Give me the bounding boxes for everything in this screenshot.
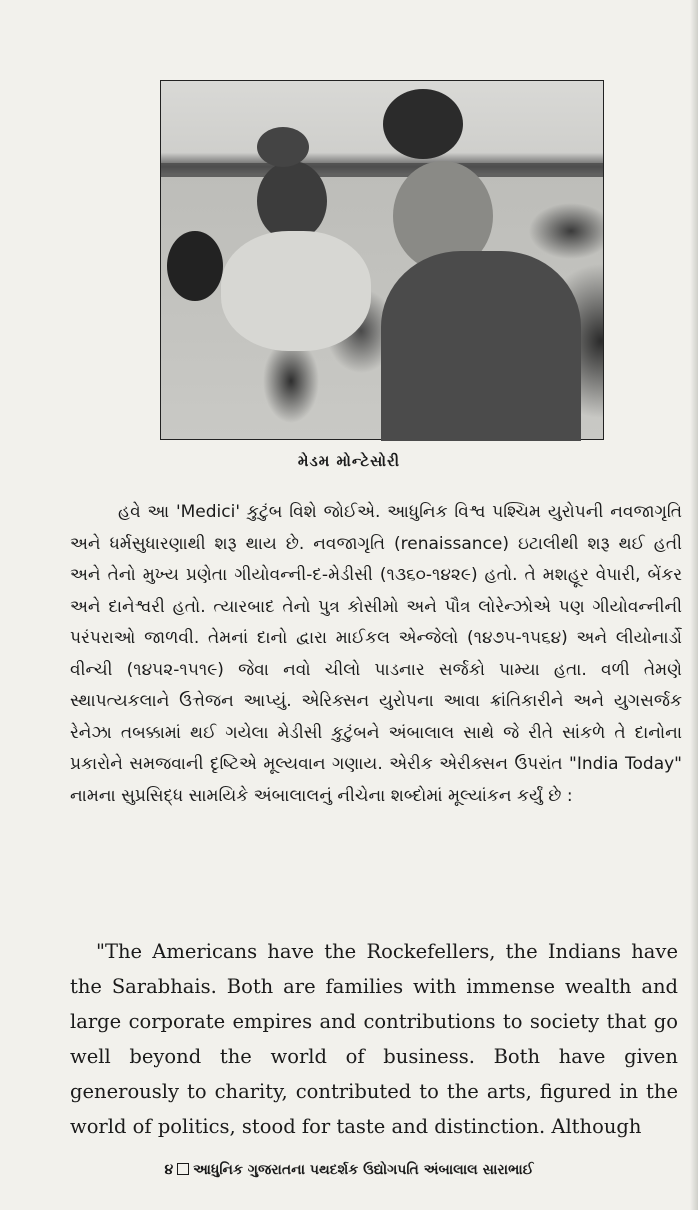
page-edge-shadow — [690, 0, 698, 1210]
photo-figure-head-back — [257, 127, 309, 167]
photo-figure-head-right — [383, 89, 463, 159]
photograph — [160, 80, 604, 440]
gujarati-paragraph — [70, 497, 682, 812]
gujarati-paragraph-text: હવે આ 'Medici' કુટુંબ વિશે જોઈએ. આધુનિક વિશ્વ પશ્ચિમ યુરોપની નવજાગૃતિ અને ધર્મસુધારણાથી શરૂ થાય છે. નવજાગૃતિ (renaissance) ઇટાલીથી શરૂ થઈ હતી અને તેનો મુખ્ય પ્રણેતા ગીયોવન્ની-દ-મેડીસી (૧૩૬૦-૧૪૨૯) હતો. તે મશહૂર વેપારી, બેંકર અને દાનેશ્વરી હતો. ત્યારબાદ તેનો પુત્ર કોસીમો અને પૌત્ર લોરેન્ઝોએ પણ ગીયોવન્નીની પરંપરાઓ જાળવી. તેમનાં દાનો દ્વારા માઈકલ એન્જેલો (૧૪૭૫-૧૫૬૪) અને લીયોનાર્ડો વીન્ચી (૧૪૫૨-૧૫૧૯) જેવા નવો ચીલો પાડનાર સર્જકો પામ્યા હતા. વળી તેમણે સ્થાપત્યકલાને ઉત્તેજન આપ્યું. એરિક્સન યુરોપના આવા ક્રાંતિકારીને અને યુગસર્જક રેનેઝા તબક્કામાં થઈ ગયેલા મેડીસી કુટુંબને અંબાલાલ સાથે જે રીતે સાંકળે તે દાનોના પ્રકારોને સમજવાની દૃષ્ટિએ મૂલ્યવાન ગણાય. એરીક એરીક્સન ઉપરાંત "India Today" નામના સુપ્રસિદ્ધ સામયિકે અંબાલાલનું નીચેના શબ્દોમાં મૂલ્યાંકન કર્યું છે : — [70, 502, 682, 806]
square-separator-icon — [177, 1163, 189, 1175]
book-title: આધુનિક ગુજરાતના પથદર્શક ઉદ્યોગપતિ અંબાલાલ સારાભાઈ — [193, 1162, 534, 1178]
photo-caption: મેડમ મોન્ટેસોરી — [297, 452, 401, 470]
photo-figure-head-left — [167, 231, 223, 301]
photo-figure-body-center — [221, 231, 371, 351]
page-footer — [0, 1162, 698, 1178]
page-number: ૪ — [164, 1162, 174, 1178]
photo-figure-body-madam — [381, 251, 581, 441]
photo-figure-head-center — [257, 161, 327, 241]
english-quote — [70, 934, 678, 1144]
photo-background-band — [161, 163, 603, 177]
english-quote-text: "The Americans have the Rockefellers, the Indians have the Sarabhais. Both are families with immense wealth and large corporate empires and contributions to society that go well beyond the world of business. Both have given generously to charity, contributed to the arts, figured in the world of politics, stood for taste and distinction. Although — [70, 940, 678, 1138]
